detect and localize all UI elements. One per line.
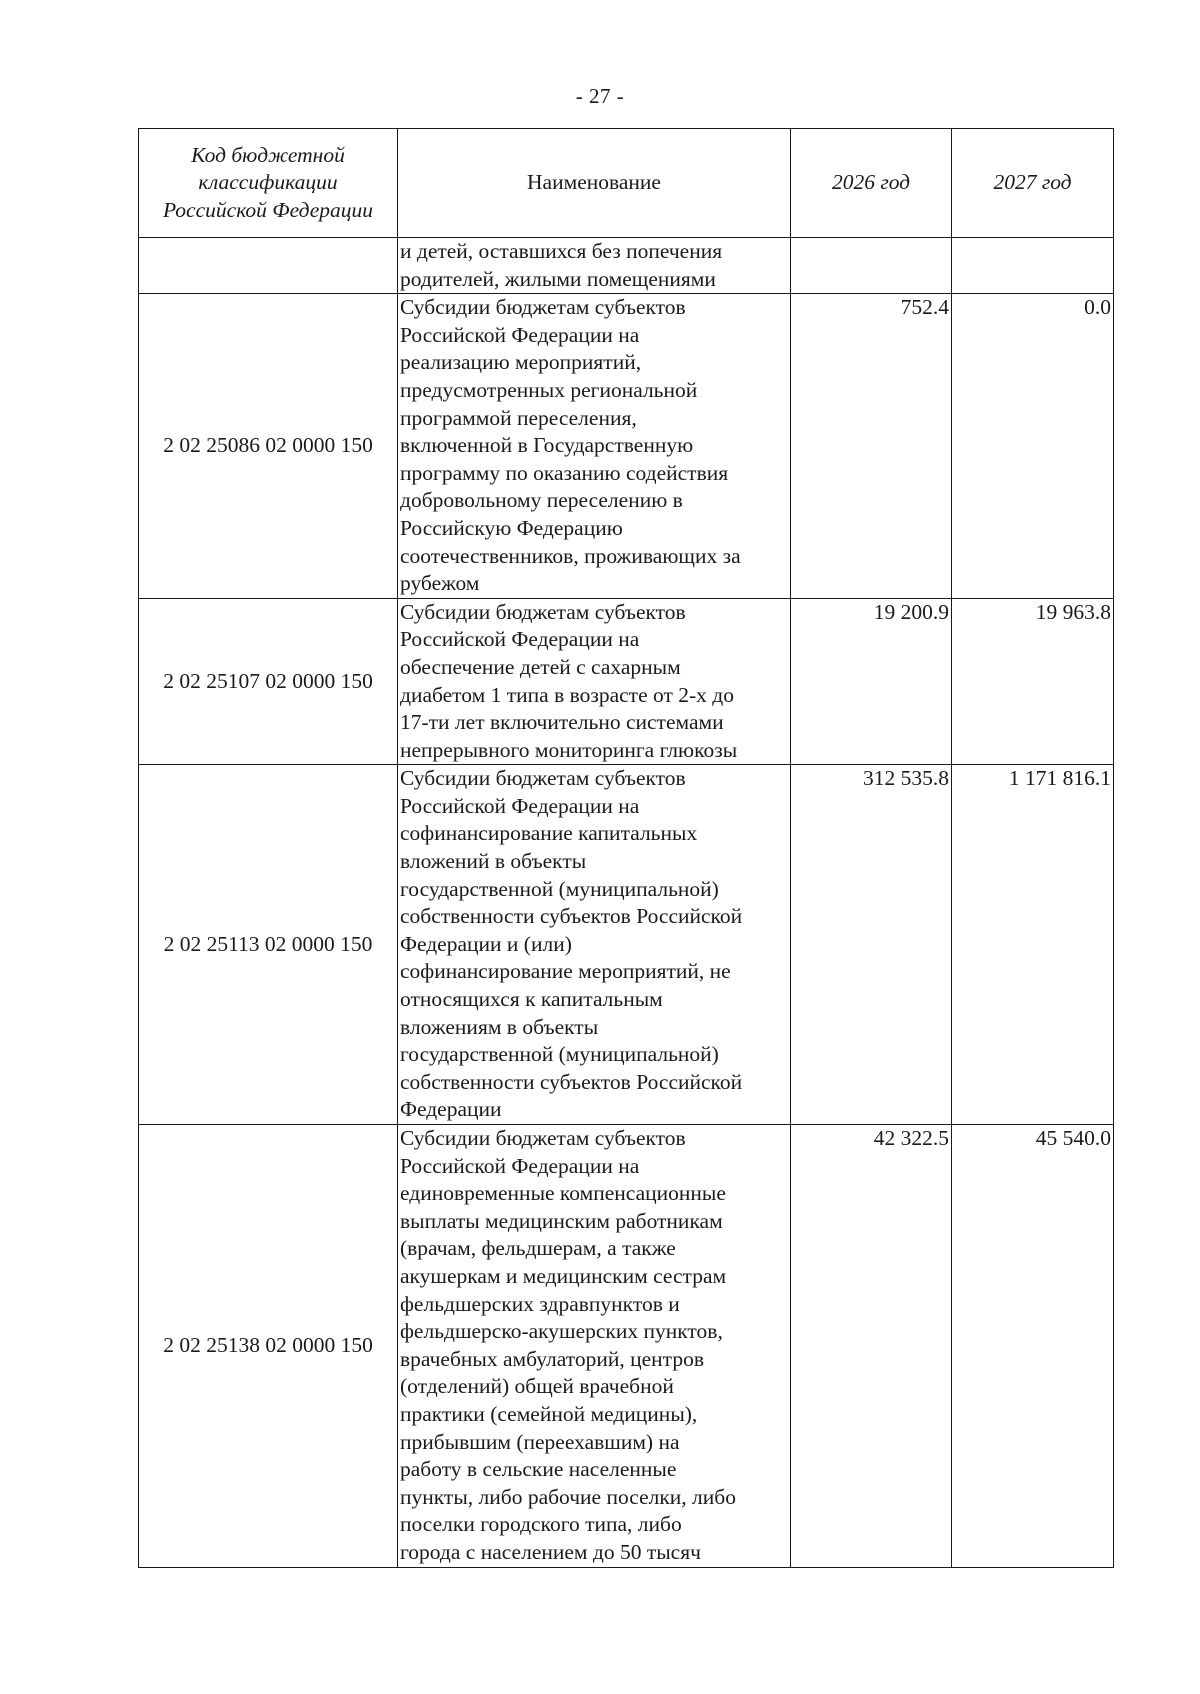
row-amount-2026: 19 200.9 xyxy=(791,598,952,765)
row-amount-2026: 312 535.8 xyxy=(791,765,952,1125)
page-number: - 27 - xyxy=(575,84,625,108)
row-budget-code: 2 02 25138 02 0000 150 xyxy=(139,1125,398,1568)
row-name-line: родителей, жилыми помещениями xyxy=(400,266,716,291)
row-name-line: Федерации и (или) xyxy=(400,931,572,956)
table-row xyxy=(139,238,1114,294)
row-name-line: (отделений) общей врачебной xyxy=(400,1374,674,1399)
row-name-line: включенной в Государственную xyxy=(400,433,694,458)
row-name-line: соотечественников, проживающих за xyxy=(400,543,741,568)
row-name xyxy=(398,1125,791,1568)
row-name-line: пункты, либо рабочие поселки, либо xyxy=(400,1484,736,1509)
row-name-line: работу в сельские населенные xyxy=(400,1457,677,1482)
row-name-line: 17-ти лет включительно системами xyxy=(400,710,724,735)
row-name-line: реализацию мероприятий, xyxy=(400,350,642,375)
row-name xyxy=(398,765,791,1125)
row-amount-2026: 42 322.5 xyxy=(791,1125,952,1568)
row-budget-code: 2 02 25107 02 0000 150 xyxy=(139,598,398,765)
row-name-line: Российской Федерации на xyxy=(400,793,640,818)
header-code-line: Российской Федерации xyxy=(162,197,374,222)
row-name-line: Субсидии бюджетам субъектов xyxy=(400,766,686,791)
header-year-2026: 2026 год xyxy=(791,129,952,238)
table-header-row xyxy=(139,129,1114,238)
row-name-line: Субсидии бюджетам субъектов xyxy=(400,599,686,624)
row-name-line: обеспечение детей с сахарным xyxy=(400,654,681,679)
row-name-line: прибывшим (переехавшим) на xyxy=(400,1429,680,1454)
table-row xyxy=(139,1125,1114,1568)
table-row xyxy=(139,294,1114,599)
row-name-line: врачебных амбулаторий, центров xyxy=(400,1346,704,1371)
row-amount-2026 xyxy=(791,238,952,294)
row-name-line: программой переселения, xyxy=(400,405,637,430)
row-name-line: Российскую Федерацию xyxy=(400,515,623,540)
row-name-line: программу по оказанию содействия xyxy=(400,460,729,485)
row-name-line: города с населением до 50 тысяч xyxy=(400,1539,701,1564)
row-name-line: непрерывного мониторинга глюкозы xyxy=(400,737,738,762)
row-amount-2027 xyxy=(952,238,1114,294)
header-code-line: классификации xyxy=(198,170,338,195)
row-name-line: вложений в объекты xyxy=(400,849,587,874)
row-name-line: добровольному переселению в xyxy=(400,488,683,513)
row-name-line: акушеркам и медицинским сестрам xyxy=(400,1263,727,1288)
row-name-line: (врачам, фельдшерам, а также xyxy=(400,1236,676,1261)
row-name-line: Субсидии бюджетам субъектов xyxy=(400,1126,686,1150)
row-name-line: фельдшерских здравпунктов и xyxy=(400,1291,680,1316)
row-name-line: относящихся к капитальным xyxy=(400,987,663,1012)
row-name-line: Субсидии бюджетам субъектов xyxy=(400,295,686,320)
row-name-line: вложениям в объекты xyxy=(400,1014,599,1039)
row-name-line: поселки городского типа, либо xyxy=(400,1512,682,1537)
table-row xyxy=(139,598,1114,765)
row-amount-2027: 0.0 xyxy=(952,294,1114,599)
row-name-line: единовременные компенсационные xyxy=(400,1181,726,1206)
row-name-line: собственности субъектов Российской xyxy=(400,1069,743,1094)
row-name xyxy=(398,598,791,765)
row-name-line: софинансирование мероприятий, не xyxy=(400,959,731,984)
row-name-line: и детей, оставшихся без попечения xyxy=(400,239,723,263)
row-name-line: государственной (муниципальной) xyxy=(400,1042,719,1067)
row-name-line: предусмотренных региональной xyxy=(400,377,698,402)
row-budget-code xyxy=(139,238,398,294)
header-name: Наименование xyxy=(398,129,791,238)
row-name-line: софинансирование капитальных xyxy=(400,821,698,846)
table-row xyxy=(139,765,1114,1125)
row-amount-2027: 1 171 816.1 xyxy=(952,765,1114,1125)
row-name-line: собственности субъектов Российской xyxy=(400,904,743,929)
row-name-line: фельдшерско-акушерских пунктов, xyxy=(400,1319,723,1344)
row-budget-code: 2 02 25113 02 0000 150 xyxy=(139,765,398,1125)
row-name xyxy=(398,294,791,599)
row-amount-2027: 19 963.8 xyxy=(952,598,1114,765)
row-name-line: диабетом 1 типа в возрасте от 2-х до xyxy=(400,682,734,707)
row-amount-2027: 45 540.0 xyxy=(952,1125,1114,1568)
row-name-line: государственной (муниципальной) xyxy=(400,876,719,901)
row-name xyxy=(398,238,791,294)
budget-table xyxy=(138,128,1114,1568)
header-code-line: Код бюджетной xyxy=(191,142,345,167)
row-name-line: рубежом xyxy=(400,571,480,596)
row-budget-code: 2 02 25086 02 0000 150 xyxy=(139,294,398,599)
header-code xyxy=(139,129,398,238)
header-year-2027: 2027 год xyxy=(952,129,1114,238)
row-name-line: Российской Федерации на xyxy=(400,322,640,347)
row-name-line: Российской Федерации на xyxy=(400,627,640,652)
row-amount-2026: 752.4 xyxy=(791,294,952,599)
row-name-line: выплаты медицинским работникам xyxy=(400,1208,723,1233)
row-name-line: Российской Федерации на xyxy=(400,1153,640,1178)
row-name-line: Федерации xyxy=(400,1097,502,1122)
row-name-line: практики (семейной медицины), xyxy=(400,1401,698,1426)
